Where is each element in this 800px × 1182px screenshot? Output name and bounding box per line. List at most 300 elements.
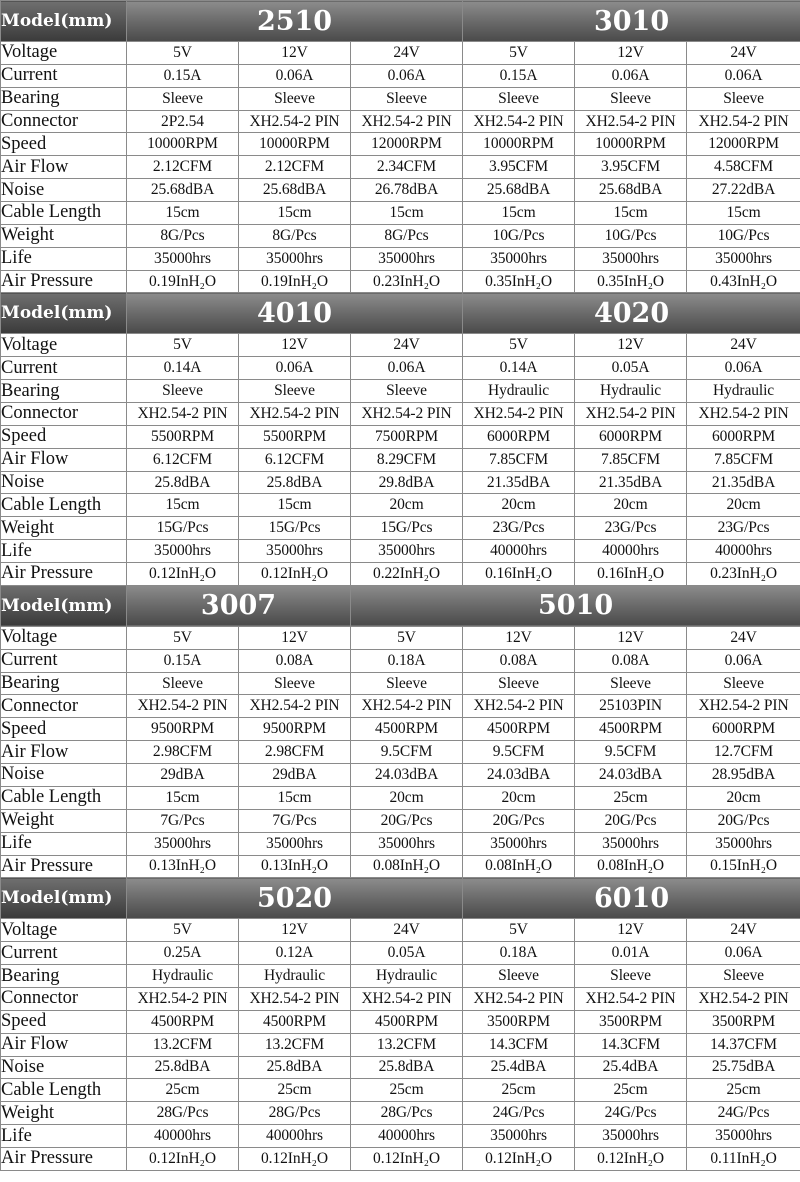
row-label: Air Flow [1,156,127,179]
spec-row-current [1,357,800,380]
spec-cell: XH2.54-2 PIN [239,695,351,718]
spec-cell: 35000hrs [351,540,463,563]
model-title-2510: 2510 [127,1,463,42]
spec-cell: 0.06A [687,64,800,87]
spec-cell: 0.06A [239,357,351,380]
spec-cell: 0.25A [127,942,239,965]
spec-cell: 0.18A [351,649,463,672]
row-label: Cable Length [1,786,127,809]
spec-cell: 35000hrs [127,832,239,855]
model-header-row [1,878,800,919]
spec-row-speed [1,1010,800,1033]
spec-cell: 23G/Pcs [463,517,575,540]
spec-cell: 20cm [351,494,463,517]
spec-cell: 40000hrs [575,540,687,563]
spec-cell: 40000hrs [239,1125,351,1148]
spec-cell: 35000hrs [575,247,687,270]
row-label: Connector [1,110,127,133]
spec-cell: 35000hrs [351,247,463,270]
spec-cell: 13.2CFM [351,1033,463,1056]
spec-cell: 26.78dBA [351,179,463,202]
spec-cell: 4500RPM [575,718,687,741]
spec-cell: 0.16InH₂O [575,563,687,586]
spec-cell: Sleeve [687,87,800,110]
spec-cell: 0.18A [463,942,575,965]
spec-cell: 7.85CFM [463,448,575,471]
spec-cell: 0.12InH₂O [575,1147,687,1170]
spec-cell: 20G/Pcs [463,809,575,832]
spec-cell: 15G/Pcs [351,517,463,540]
spec-row-life [1,540,800,563]
spec-cell: 6.12CFM [127,448,239,471]
spec-row-speed [1,425,800,448]
row-label: Connector [1,695,127,718]
spec-cell: 24G/Pcs [463,1102,575,1125]
spec-cell: Sleeve [351,380,463,403]
spec-cell: 15cm [239,786,351,809]
spec-cell: 35000hrs [575,1125,687,1148]
spec-cell: 0.12InH₂O [463,1147,575,1170]
spec-cell: 25.68dBA [239,179,351,202]
spec-cell: 35000hrs [351,832,463,855]
model-header-row [1,585,800,626]
spec-row-cable-length [1,786,800,809]
spec-cell: 15cm [351,202,463,225]
spec-cell: XH2.54-2 PIN [687,110,800,133]
spec-cell: 5500RPM [127,425,239,448]
spec-cell: 8G/Pcs [127,224,239,247]
spec-cell: 0.08InH₂O [351,855,463,878]
row-label: Connector [1,987,127,1010]
spec-cell: 5V [463,42,575,65]
spec-cell: 0.08A [239,649,351,672]
spec-cell: 27.22dBA [687,179,800,202]
spec-cell: 40000hrs [127,1125,239,1148]
spec-cell: 9.5CFM [351,741,463,764]
spec-cell: 0.06A [687,649,800,672]
spec-cell: 3500RPM [575,1010,687,1033]
row-label: Speed [1,425,127,448]
spec-cell: 20cm [463,494,575,517]
spec-row-speed [1,718,800,741]
spec-cell: 9500RPM [127,718,239,741]
spec-cell: Hydraulic [351,965,463,988]
spec-cell: XH2.54-2 PIN [463,987,575,1010]
spec-cell: 4500RPM [127,1010,239,1033]
spec-cell: 24.03dBA [575,764,687,787]
spec-row-connector [1,110,800,133]
spec-cell: 3.95CFM [463,156,575,179]
spec-cell: 3500RPM [687,1010,800,1033]
spec-cell: 0.12A [239,942,351,965]
spec-cell: 2.12CFM [239,156,351,179]
spec-cell: 0.11InH₂O [687,1147,800,1170]
spec-row-weight [1,809,800,832]
spec-cell: XH2.54-2 PIN [351,110,463,133]
spec-cell: 25.8dBA [239,1056,351,1079]
spec-cell: 15cm [239,494,351,517]
row-label: Life [1,247,127,270]
spec-cell: 0.14A [463,357,575,380]
spec-cell: 0.01A [575,942,687,965]
spec-cell: 9.5CFM [463,741,575,764]
spec-cell: Hydraulic [239,965,351,988]
row-label: Noise [1,764,127,787]
row-label: Weight [1,517,127,540]
spec-cell: 20cm [463,786,575,809]
spec-row-voltage [1,626,800,649]
spec-cell: 20G/Pcs [687,809,800,832]
spec-cell: 15G/Pcs [127,517,239,540]
spec-cell: 0.06A [687,942,800,965]
spec-row-air-flow [1,156,800,179]
model-mm-header: Model(mm) [1,293,127,334]
row-label: Air Pressure [1,855,127,878]
spec-cell: 0.06A [351,64,463,87]
spec-cell: 35000hrs [687,247,800,270]
spec-cell: 0.35InH₂O [463,270,575,293]
spec-cell: Hydraulic [463,380,575,403]
spec-cell: Sleeve [575,87,687,110]
spec-cell: 35000hrs [463,247,575,270]
spec-cell: 21.35dBA [575,471,687,494]
spec-cell: 25cm [127,1079,239,1102]
row-label: Weight [1,809,127,832]
model-mm-header: Model(mm) [1,1,127,42]
row-label: Weight [1,1102,127,1125]
spec-cell: XH2.54-2 PIN [463,403,575,426]
spec-cell: 40000hrs [687,540,800,563]
spec-row-air-pressure [1,563,800,586]
spec-cell: 2P2.54 [127,110,239,133]
spec-cell: 25.8dBA [239,471,351,494]
spec-cell: 29dBA [127,764,239,787]
spec-cell: 15cm [575,202,687,225]
model-header-row [1,293,800,334]
spec-cell: Sleeve [127,87,239,110]
spec-cell: 0.16InH₂O [463,563,575,586]
row-label: Speed [1,718,127,741]
row-label: Bearing [1,672,127,695]
spec-cell: 28.95dBA [687,764,800,787]
spec-row-cable-length [1,202,800,225]
spec-cell: 8.29CFM [351,448,463,471]
spec-cell: 28G/Pcs [239,1102,351,1125]
row-label: Voltage [1,334,127,357]
spec-cell: 4500RPM [351,718,463,741]
spec-cell: 2.98CFM [239,741,351,764]
spec-cell: 25.8dBA [127,1056,239,1079]
spec-cell: XH2.54-2 PIN [575,987,687,1010]
spec-row-air-pressure [1,1147,800,1170]
spec-cell: 12V [239,919,351,942]
spec-cell: 5V [351,626,463,649]
spec-cell: 24V [351,919,463,942]
spec-cell: 4.58CFM [687,156,800,179]
spec-cell: 6000RPM [687,718,800,741]
row-label: Connector [1,403,127,426]
spec-cell: 35000hrs [463,1125,575,1148]
spec-cell: Sleeve [351,87,463,110]
spec-cell: 25.8dBA [351,1056,463,1079]
spec-row-air-pressure [1,855,800,878]
spec-cell: 12V [575,334,687,357]
row-label: Cable Length [1,1079,127,1102]
row-label: Cable Length [1,494,127,517]
row-label: Bearing [1,87,127,110]
spec-cell: 4500RPM [239,1010,351,1033]
spec-cell: 35000hrs [239,540,351,563]
spec-cell: 10000RPM [575,133,687,156]
model-title-5010: 5010 [351,585,800,626]
row-label: Air Pressure [1,1147,127,1170]
spec-cell: 0.15A [463,64,575,87]
spec-row-cable-length [1,494,800,517]
spec-cell: Hydraulic [127,965,239,988]
spec-row-current [1,649,800,672]
spec-row-cable-length [1,1079,800,1102]
spec-row-life [1,832,800,855]
spec-row-air-flow [1,1033,800,1056]
spec-cell: 12V [239,334,351,357]
spec-row-air-flow [1,448,800,471]
row-label: Voltage [1,919,127,942]
row-label: Life [1,1125,127,1148]
spec-cell: XH2.54-2 PIN [127,695,239,718]
spec-cell: Sleeve [463,87,575,110]
spec-cell: 0.06A [687,357,800,380]
spec-row-noise [1,1056,800,1079]
spec-cell: Sleeve [687,965,800,988]
spec-cell: 12V [239,626,351,649]
spec-cell: 25.75dBA [687,1056,800,1079]
spec-cell: 8G/Pcs [239,224,351,247]
spec-cell: 0.22InH₂O [351,563,463,586]
spec-cell: Sleeve [351,672,463,695]
spec-cell: 23G/Pcs [687,517,800,540]
spec-cell: 0.13InH₂O [127,855,239,878]
spec-cell: 28G/Pcs [127,1102,239,1125]
spec-cell: Sleeve [687,672,800,695]
spec-cell: 5V [463,919,575,942]
spec-cell: 0.12InH₂O [239,1147,351,1170]
spec-cell: XH2.54-2 PIN [127,987,239,1010]
spec-row-weight [1,517,800,540]
spec-cell: 7.85CFM [575,448,687,471]
spec-cell: 24.03dBA [463,764,575,787]
spec-cell: 0.23InH₂O [687,563,800,586]
spec-cell: 7500RPM [351,425,463,448]
spec-cell: 0.08A [575,649,687,672]
spec-cell: 20cm [575,494,687,517]
spec-cell: 20G/Pcs [351,809,463,832]
spec-cell: 35000hrs [575,832,687,855]
spec-cell: 14.37CFM [687,1033,800,1056]
spec-cell: XH2.54-2 PIN [351,403,463,426]
spec-cell: 15cm [127,786,239,809]
spec-cell: 24V [687,334,800,357]
spec-cell: 35000hrs [239,247,351,270]
spec-cell: 12V [575,42,687,65]
spec-cell: 25cm [239,1079,351,1102]
spec-cell: 4500RPM [351,1010,463,1033]
spec-cell: 25.8dBA [127,471,239,494]
spec-cell: 0.05A [575,357,687,380]
model-mm-header: Model(mm) [1,585,127,626]
spec-cell: 25.68dBA [463,179,575,202]
spec-cell: 12V [575,626,687,649]
spec-row-life [1,247,800,270]
spec-row-noise [1,764,800,787]
spec-cell: Sleeve [239,87,351,110]
row-label: Life [1,540,127,563]
spec-cell: 0.23InH₂O [351,270,463,293]
row-label: Voltage [1,42,127,65]
spec-cell: 0.08InH₂O [575,855,687,878]
spec-cell: 25cm [575,786,687,809]
spec-row-voltage [1,919,800,942]
spec-row-current [1,942,800,965]
spec-cell: XH2.54-2 PIN [127,403,239,426]
spec-cell: XH2.54-2 PIN [575,403,687,426]
spec-cell: Sleeve [575,672,687,695]
spec-cell: 25cm [575,1079,687,1102]
spec-cell: XH2.54-2 PIN [687,987,800,1010]
spec-row-bearing [1,965,800,988]
spec-cell: 24V [351,334,463,357]
spec-cell: 25103PIN [575,695,687,718]
spec-row-connector [1,987,800,1010]
spec-cell: 0.06A [575,64,687,87]
row-label: Current [1,649,127,672]
spec-row-speed [1,133,800,156]
spec-cell: XH2.54-2 PIN [239,110,351,133]
spec-cell: Sleeve [127,672,239,695]
spec-cell: 0.15InH₂O [687,855,800,878]
spec-row-connector [1,695,800,718]
spec-cell: 24.03dBA [351,764,463,787]
spec-cell: 3500RPM [463,1010,575,1033]
spec-cell: 15cm [239,202,351,225]
spec-cell: 10G/Pcs [463,224,575,247]
spec-cell: 0.13InH₂O [239,855,351,878]
spec-cell: 12.7CFM [687,741,800,764]
spec-cell: 35000hrs [463,832,575,855]
spec-cell: 5V [127,919,239,942]
row-label: Speed [1,1010,127,1033]
spec-cell: XH2.54-2 PIN [687,403,800,426]
row-label: Voltage [1,626,127,649]
row-label: Air Flow [1,1033,127,1056]
spec-cell: 25cm [687,1079,800,1102]
spec-cell: 15G/Pcs [239,517,351,540]
model-title-5020: 5020 [127,878,463,919]
spec-row-life [1,1125,800,1148]
spec-cell: 24V [687,42,800,65]
spec-cell: 8G/Pcs [351,224,463,247]
spec-cell: 0.15A [127,649,239,672]
row-label: Current [1,942,127,965]
spec-cell: 14.3CFM [575,1033,687,1056]
spec-cell: 15cm [127,494,239,517]
spec-cell: 0.15A [127,64,239,87]
spec-cell: 9500RPM [239,718,351,741]
spec-cell: 5V [463,334,575,357]
row-label: Speed [1,133,127,156]
model-title-6010: 6010 [463,878,800,919]
spec-cell: 35000hrs [687,1125,800,1148]
row-label: Noise [1,179,127,202]
spec-cell: 2.34CFM [351,156,463,179]
spec-cell: Sleeve [127,380,239,403]
model-title-3010: 3010 [463,1,800,42]
spec-cell: 15cm [127,202,239,225]
spec-cell: 14.3CFM [463,1033,575,1056]
spec-cell: 12V [239,42,351,65]
spec-cell: Sleeve [463,965,575,988]
spec-cell: 6.12CFM [239,448,351,471]
row-label: Noise [1,1056,127,1079]
spec-cell: 23G/Pcs [575,517,687,540]
spec-cell: 21.35dBA [463,471,575,494]
spec-cell: 2.98CFM [127,741,239,764]
spec-row-voltage [1,334,800,357]
spec-cell: 20cm [687,786,800,809]
spec-row-weight [1,224,800,247]
spec-cell: 10G/Pcs [575,224,687,247]
spec-cell: 0.08A [463,649,575,672]
spec-cell: 12000RPM [687,133,800,156]
spec-cell: 13.2CFM [127,1033,239,1056]
spec-row-voltage [1,42,800,65]
model-header-row [1,1,800,42]
spec-cell: 24V [351,42,463,65]
row-label: Air Flow [1,448,127,471]
spec-cell: 0.35InH₂O [575,270,687,293]
spec-cell: 35000hrs [687,832,800,855]
spec-row-noise [1,179,800,202]
spec-cell: Sleeve [239,672,351,695]
spec-cell: 5500RPM [239,425,351,448]
spec-cell: 0.12InH₂O [127,563,239,586]
spec-cell: 5V [127,42,239,65]
spec-cell: 15cm [687,202,800,225]
spec-cell: 15cm [463,202,575,225]
spec-cell: 24G/Pcs [575,1102,687,1125]
spec-cell: 6000RPM [687,425,800,448]
spec-cell: 6000RPM [575,425,687,448]
spec-row-bearing [1,380,800,403]
spec-cell: XH2.54-2 PIN [239,987,351,1010]
spec-cell: 6000RPM [463,425,575,448]
model-title-3007: 3007 [127,585,351,626]
row-label: Weight [1,224,127,247]
spec-cell: 0.06A [351,357,463,380]
row-label: Current [1,64,127,87]
spec-cell: Sleeve [575,965,687,988]
spec-cell: 13.2CFM [239,1033,351,1056]
model-title-4010: 4010 [127,293,463,334]
spec-cell: 24V [687,626,800,649]
row-label: Air Flow [1,741,127,764]
spec-cell: 4500RPM [463,718,575,741]
spec-cell: 0.14A [127,357,239,380]
spec-cell: 40000hrs [351,1125,463,1148]
spec-row-noise [1,471,800,494]
spec-cell: 20cm [687,494,800,517]
spec-cell: 20G/Pcs [575,809,687,832]
spec-cell: 12V [575,919,687,942]
